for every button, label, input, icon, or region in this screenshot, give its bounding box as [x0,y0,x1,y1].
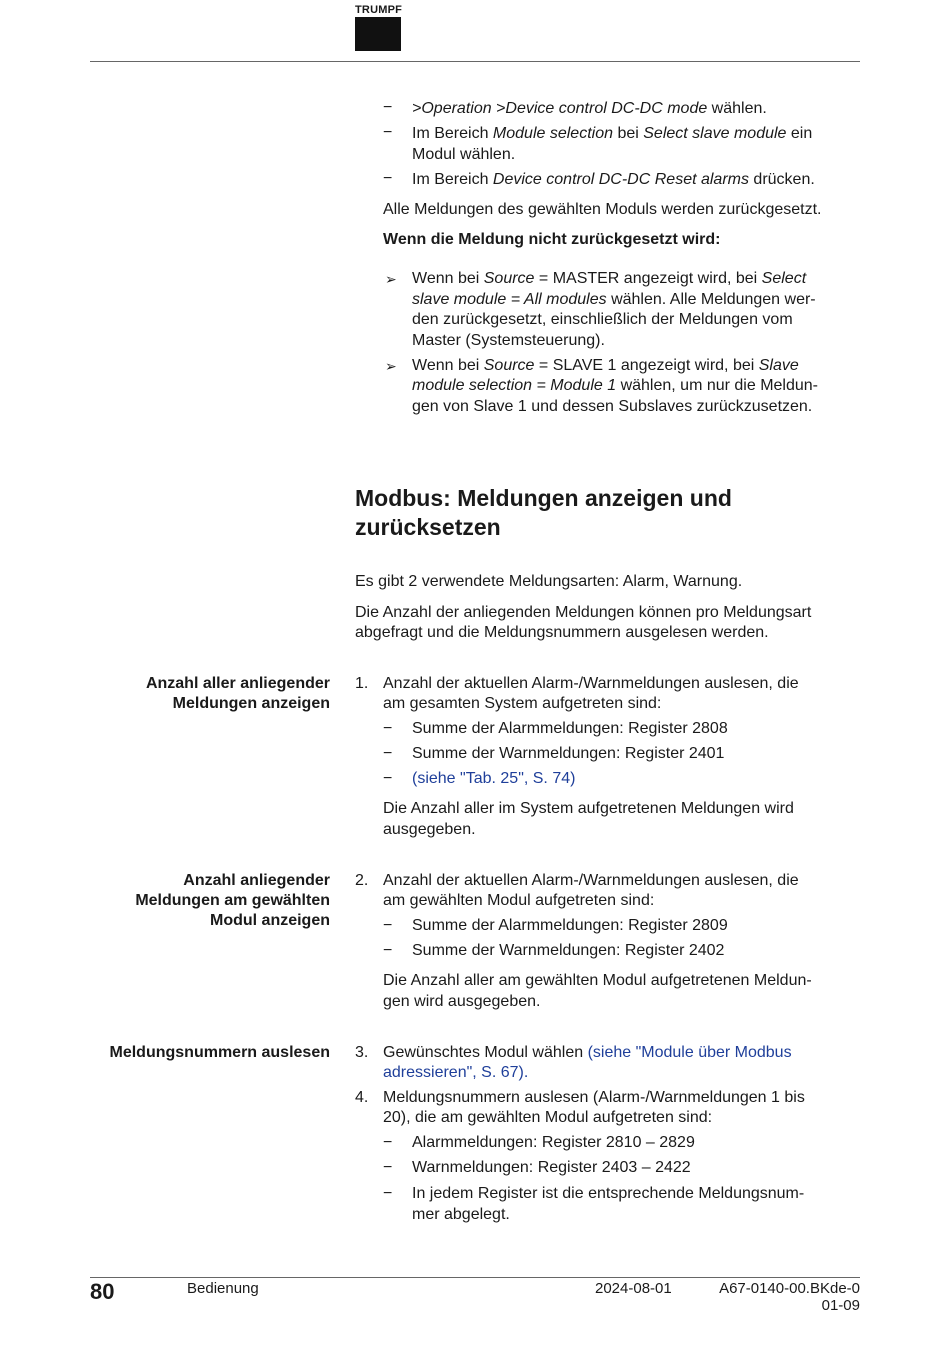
step-number: 3. [355,1044,369,1061]
sub-item: Alarmmeldungen: Register 2810 – 2829 [412,1134,695,1151]
list-dash: − [383,917,393,934]
list-dash: − [383,720,393,737]
module-reference-link[interactable]: adressieren", S. 67) [383,1064,524,1081]
intro-text: Die Anzahl der anliegenden Meldungen können pro Meldungsart [355,604,812,621]
list-item: Im Bereich Module selection bei Select slave module ein [412,125,813,142]
footer-doc-id: A67-0140-00.BKde-0 [719,1280,860,1297]
arrow-item-line: slave module = All modules wählen. Alle Meldungen wer- [412,291,816,308]
arrow-item-line: Wenn bei Source = SLAVE 1 angezeigt wird, bei Slave [412,357,799,374]
list-dash: − [383,1134,393,1151]
step-text: Anzahl der aktuellen Alarm-/Warnmeldungen auslesen, die [383,872,799,889]
step-text: Meldungsnummern auslesen (Alarm-/Warnmeldungen 1 bis [383,1089,805,1106]
sub-item: Summe der Alarmmeldungen: Register 2808 [412,720,728,737]
result-text: ausgegeben. [383,821,476,838]
list-item: Im Bereich Device control DC-DC Reset alarms drücken. [412,171,815,188]
list-dash: − [383,99,393,116]
list-dash: − [383,942,393,959]
step-number: 1. [355,675,369,692]
result-text: Die Anzahl aller im System aufgetretenen Meldungen wird [383,800,794,817]
step-text: Gewünschtes Modul wählen (siehe "Module über Modbus [383,1044,792,1061]
sub-item: Summe der Alarmmeldungen: Register 2809 [412,917,728,934]
header-rule [90,61,860,62]
intro-text: abgefragt und die Meldungsnummern ausgelesen werden. [355,624,769,641]
step-number: 4. [355,1089,369,1106]
footer-chapter: Bedienung [187,1280,259,1297]
arrow-item-line: den zurückgesetzt, einschließlich der Meldungen vom [412,311,793,328]
arrow-item-line: gen von Slave 1 und dessen Subslaves zurückzusetzen. [412,398,813,415]
result-text: Alle Meldungen des gewählten Moduls werden zurückgesetzt. [383,201,822,218]
list-dash: − [383,124,393,141]
list-dash: − [383,745,393,762]
result-text: gen wird ausgegeben. [383,993,541,1010]
step-text: am gesamten System aufgetreten sind: [383,695,662,712]
arrow-bullet-icon: ➢ [385,271,397,287]
if-not-heading: Wenn die Meldung nicht zurückgesetzt wird: [383,231,721,248]
sub-item: mer abgelegt. [412,1206,510,1223]
arrow-item-line: Master (Systemsteuerung). [412,332,605,349]
arrow-bullet-icon: ➢ [385,358,397,374]
list-dash: − [383,1185,393,1202]
sub-item: In jedem Register ist die entsprechende Meldungsnum- [412,1185,805,1202]
company-logo-mark [355,17,401,51]
side-heading: Meldungen anzeigen [172,695,330,712]
step-text: Anzahl der aktuellen Alarm-/Warnmeldungen auslesen, die [383,675,799,692]
page-number: 80 [90,1279,115,1304]
company-logo-text: TRUMPF [355,4,403,16]
list-dash: − [383,770,393,787]
list-item-continuation: Modul wählen. [412,146,516,163]
list-item: >Operation >Device control DC-DC mode wählen. [412,100,767,117]
arrow-item-line: Wenn bei Source = MASTER angezeigt wird, bei Select [412,270,807,287]
section-title-line1: Modbus: Meldungen anzeigen und [355,485,732,511]
intro-text: Es gibt 2 verwendete Meldungsarten: Alarm, Warnung. [355,573,743,590]
section-title-line2: zurücksetzen [355,514,501,540]
list-dash: − [383,1159,393,1176]
result-text: Die Anzahl aller am gewählten Modul aufgetretenen Meldun- [383,972,812,989]
list-dash: − [383,170,393,187]
table-reference-link[interactable]: (siehe "Tab. 25", S. 74) [412,770,576,787]
side-heading: Anzahl anliegender [183,872,330,889]
footer-rule [90,1277,860,1278]
footer-date: 2024-08-01 [595,1280,672,1297]
step-text: adressieren", S. 67). [383,1064,529,1081]
side-heading: Meldungen am gewählten [135,892,330,909]
step-text: 20), die am gewählten Modul aufgetreten sind: [383,1109,713,1126]
sub-item: Warnmeldungen: Register 2403 – 2422 [412,1159,691,1176]
side-heading: Anzahl aller anliegender [145,675,330,692]
step-number: 2. [355,872,369,889]
step-text: am gewählten Modul aufgetreten sind: [383,892,655,909]
footer-doc-id-line2: 01-09 [821,1297,860,1314]
side-heading: Modul anzeigen [210,912,330,929]
side-heading: Meldungsnummern auslesen [109,1044,330,1061]
arrow-item-line: module selection = Module 1 wählen, um nur die Meldun- [412,377,819,394]
sub-item: Summe der Warnmeldungen: Register 2401 [412,745,725,762]
sub-item: Summe der Warnmeldungen: Register 2402 [412,942,725,959]
module-reference-link[interactable]: (siehe "Module über Modbus [587,1044,792,1061]
